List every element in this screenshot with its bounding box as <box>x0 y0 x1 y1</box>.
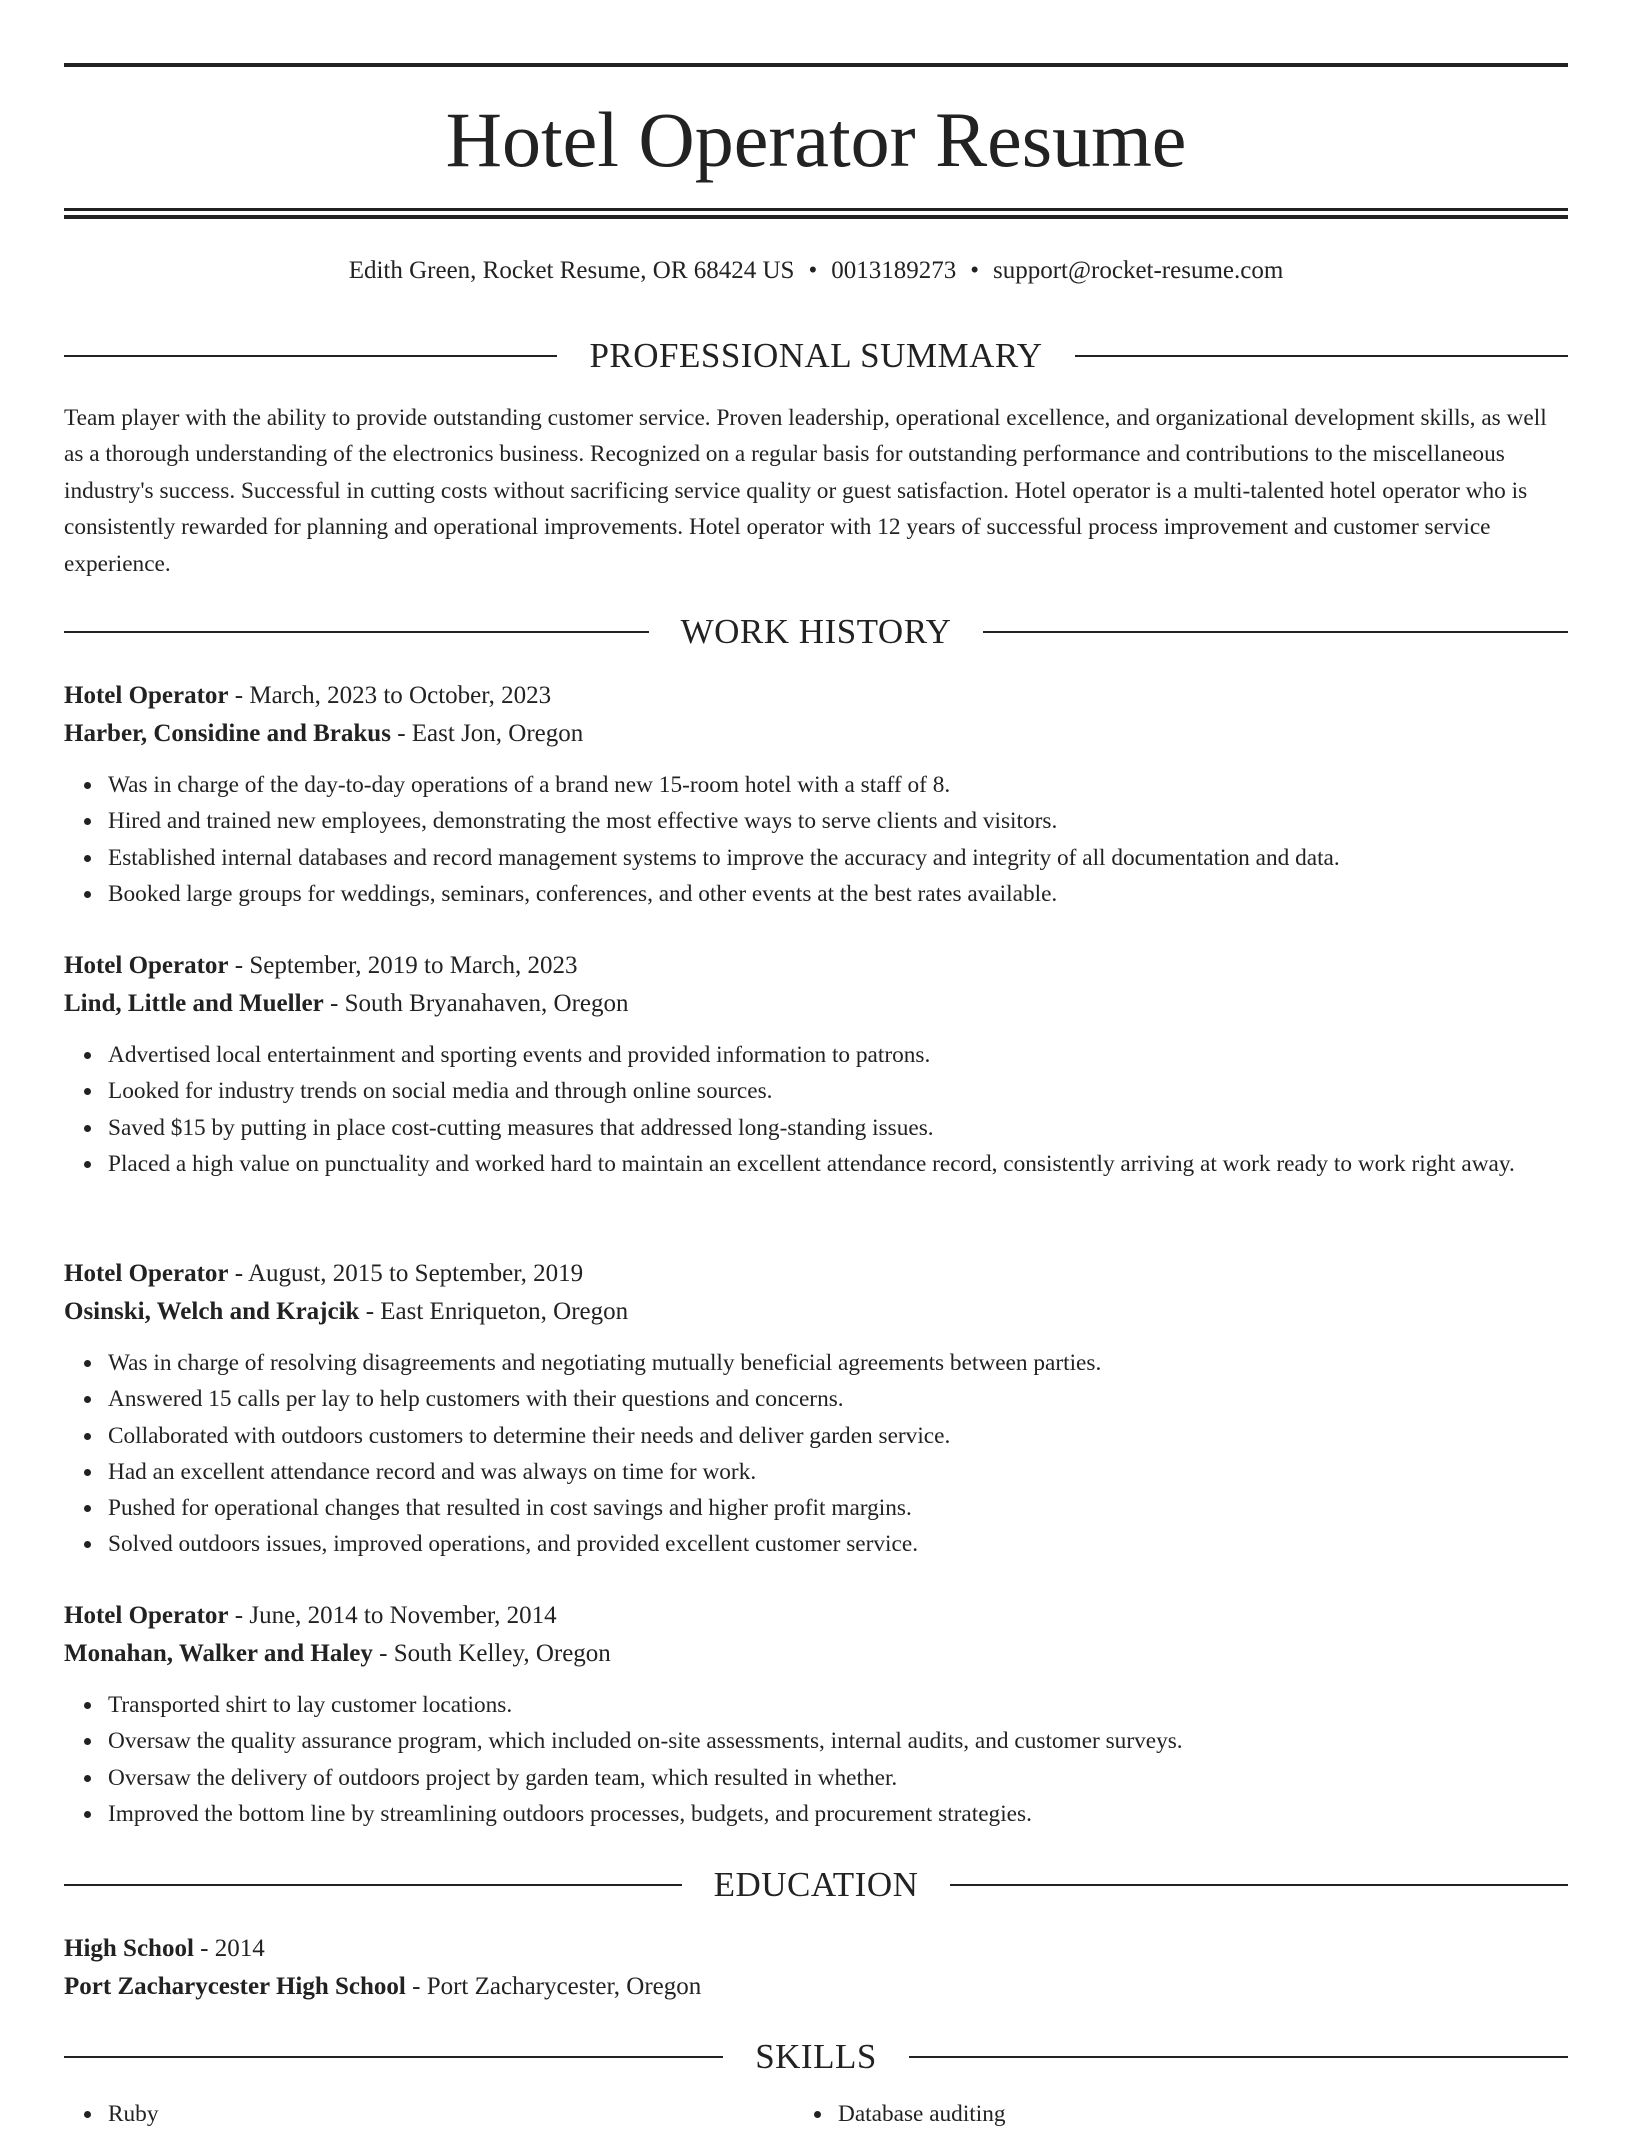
job-company: Osinski, Welch and Krajcik <box>64 1298 360 1325</box>
heading-rule-left <box>64 355 557 357</box>
summary-text: Team player with the ability to provide outstanding customer service. Proven leadership, operational excellence, and organizational development skills, as well as a thorough understanding of the electronics business. Recognized on a regular basis for outstanding performance and contributions to the miscellaneous industry's success. Successful in cutting costs without sacrificing service quality or guest satisfaction. Hotel operator is a multi-talented hotel operator who is consistently rewarded for planning and operational improvements. Hotel operator with 12 years of successful process improvement and customer service experience. <box>64 405 1547 577</box>
job-company-row: Monahan, Walker and Haley - South Kelley, Oregon <box>64 1640 611 1667</box>
list-item: Advertised local entertainment and sporting events and provided information to patrons. <box>108 1037 1568 1073</box>
list-item: Transported shirt to lay customer locations. <box>108 1687 1568 1723</box>
resume-title: Hotel Operator Resume <box>445 96 1187 183</box>
job-dates: June, 2014 to November, 2014 <box>249 1602 557 1629</box>
job-title-row: Hotel Operator - March, 2023 to October, 2023 <box>64 682 552 709</box>
heading-rule-right <box>950 1884 1568 1886</box>
job-company-row: Lind, Little and Mueller - South Bryanahaven, Oregon <box>64 990 629 1017</box>
skills-list <box>108 2096 1568 2132</box>
list-item: Booked large groups for weddings, seminars, conferences, and other events at the best rates available. <box>108 876 1568 912</box>
job-location: East Jon, Oregon <box>411 720 584 747</box>
section-heading-label: SKILLS <box>755 2037 877 2076</box>
job-entry <box>64 1255 1568 1563</box>
job-title: Hotel Operator <box>64 1260 229 1287</box>
heading-rule-left <box>64 631 649 633</box>
job-company: Monahan, Walker and Haley <box>64 1640 373 1667</box>
education-degree-row: High School - 2014 <box>64 1935 265 1962</box>
list-item: Oversaw the quality assurance program, which included on-site assessments, internal audits, and customer surveys. <box>108 1723 1568 1759</box>
list-item: Looked for industry trends on social media and through online sources. <box>108 1073 1568 1109</box>
contact-separator: • <box>970 257 979 284</box>
job-company-row: Osinski, Welch and Krajcik - East Enriqueton, Oregon <box>64 1298 629 1325</box>
education-entry <box>64 1930 1568 2006</box>
job-bullets <box>64 1345 1568 1563</box>
heading-rule-right <box>1075 355 1568 357</box>
list-item: Had an excellent attendance record and was always on time for work. <box>108 1454 1568 1490</box>
list-item: Was in charge of the day-to-day operations of a brand new 15-room hotel with a staff of 8. <box>108 767 1568 803</box>
list-item: Established internal databases and record management systems to improve the accuracy and integrity of all documentation and data. <box>108 840 1568 876</box>
skill-item: Database auditing <box>838 2096 1568 2132</box>
section-heading-education <box>64 1863 1568 1907</box>
list-item: Improved the bottom line by streamlining outdoors processes, budgets, and procurement strategies. <box>108 1796 1568 1832</box>
job-bullets <box>64 767 1568 912</box>
education-school-row: Port Zacharycester High School - Port Zacharycester, Oregon <box>64 1973 702 2000</box>
job-entry <box>64 677 1568 912</box>
job-title: Hotel Operator <box>64 682 229 709</box>
section-heading-work-history <box>64 610 1568 654</box>
job-company: Harber, Considine and Brakus <box>64 720 391 747</box>
contact-separator: • <box>808 257 818 284</box>
heading-rule-left <box>64 2056 723 2058</box>
job-title-row: Hotel Operator - June, 2014 to November, 2014 <box>64 1602 557 1629</box>
education-location: Port Zacharycester, Oregon <box>426 1973 702 2000</box>
contact-line <box>64 254 1568 288</box>
list-item: Collaborated with outdoors customers to determine their needs and deliver garden service. <box>108 1418 1568 1454</box>
job-bullets <box>64 1687 1568 1832</box>
job-bullets <box>64 1037 1568 1182</box>
section-heading-label: WORK HISTORY <box>680 612 952 651</box>
list-item: Was in charge of resolving disagreements and negotiating mutually beneficial agreements between parties. <box>108 1345 1568 1381</box>
list-item: Answered 15 calls per lay to help customers with their questions and concerns. <box>108 1381 1568 1417</box>
job-company-row: Harber, Considine and Brakus - East Jon, Oregon <box>64 720 584 747</box>
list-item: Oversaw the delivery of outdoors project by garden team, which resulted in whether. <box>108 1760 1568 1796</box>
list-item: Solved outdoors issues, improved operations, and provided excellent customer service. <box>108 1526 1568 1562</box>
job-title-row: Hotel Operator - September, 2019 to March, 2023 <box>64 952 578 979</box>
job-dates: August, 2015 to September, 2019 <box>247 1260 584 1287</box>
heading-rule-right <box>909 2056 1568 2058</box>
list-item: Hired and trained new employees, demonstrating the most effective ways to serve clients and visitors. <box>108 803 1568 839</box>
header-top-rule <box>64 63 1568 67</box>
section-heading-label: EDUCATION <box>713 1865 919 1904</box>
section-heading-skills <box>64 2035 1568 2079</box>
header-bottom-rule-lower <box>64 215 1568 219</box>
job-dates: March, 2023 to October, 2023 <box>249 682 552 709</box>
education-degree: High School <box>64 1935 194 1962</box>
list-item: Placed a high value on punctuality and worked hard to maintain an excellent attendance record, consistently arriving at work ready to work right away. <box>108 1146 1568 1182</box>
education-school: Port Zacharycester High School <box>64 1973 406 2000</box>
heading-rule-right <box>983 631 1568 633</box>
job-entry <box>64 1597 1568 1832</box>
contact-address: Edith Green, Rocket Resume, OR 68424 US <box>348 257 795 284</box>
contact-email: support@rocket-resume.com <box>993 257 1284 284</box>
education-year: 2014 <box>214 1935 265 1962</box>
list-item: Pushed for operational changes that resulted in cost savings and higher profit margins. <box>108 1490 1568 1526</box>
job-entry <box>64 947 1568 1182</box>
job-title: Hotel Operator <box>64 952 229 979</box>
heading-rule-left <box>64 1884 682 1886</box>
job-title: Hotel Operator <box>64 1602 229 1629</box>
skill-item: Ruby <box>108 2096 838 2132</box>
job-location: South Bryanahaven, Oregon <box>344 990 629 1017</box>
job-company: Lind, Little and Mueller <box>64 990 324 1017</box>
job-title-row: Hotel Operator - August, 2015 to September, 2019 <box>64 1260 584 1287</box>
list-item: Saved $15 by putting in place cost-cutting measures that addressed long-standing issues. <box>108 1110 1568 1146</box>
job-location: East Enriqueton, Oregon <box>380 1298 629 1325</box>
job-dates: September, 2019 to March, 2023 <box>249 952 578 979</box>
header-bottom-rule-upper <box>64 208 1568 211</box>
job-location: South Kelley, Oregon <box>393 1640 611 1667</box>
section-heading-summary <box>64 334 1568 378</box>
section-heading-label: PROFESSIONAL SUMMARY <box>589 336 1043 375</box>
contact-phone: 0013189273 <box>831 257 957 284</box>
